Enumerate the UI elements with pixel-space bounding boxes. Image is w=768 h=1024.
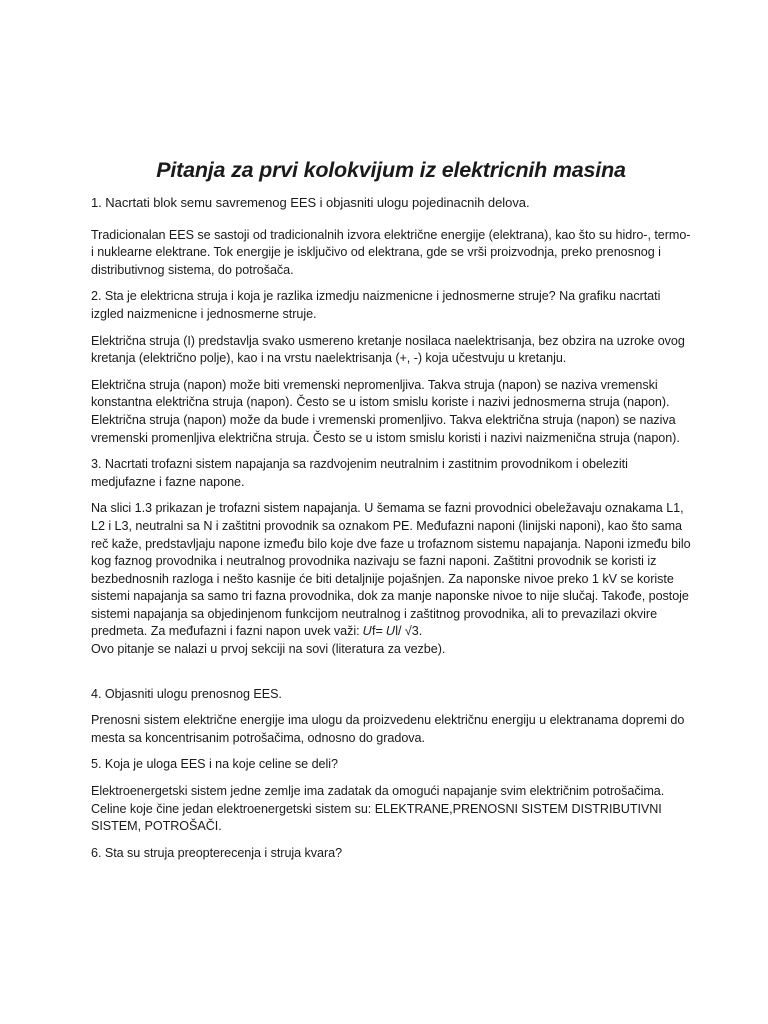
question-4: 4. Objasniti ulogu prenosnog EES. [91, 686, 282, 701]
question-1: 1. Nacrtati blok semu savremenog EES i objasniti ulogu pojedinacnih delova. [91, 195, 530, 210]
question-2: 2. Sta je elektricna struja i koja je razlika izmedju naizmenicne i jednosmerne struje? Na grafiku nacrtati izgled naizmenicne i jednosmerne struje. [91, 289, 661, 321]
question-3: 3. Nacrtati trofazni sistem napajanja sa razdvojenim neutralnim i zastitnim provodnikom i obeleziti medjufazne i fazne napone. [91, 457, 628, 489]
document-page [91, 158, 691, 871]
document-title: Pitanja za prvi kolokvijum iz elektricnih masina [156, 158, 626, 182]
answer-5: Elektroenergetski sistem jedne zemlje ima zadatak da omogući napajanje svim električnim potrošačima. Celine koje čine jedan elektroenergetski sistem su: ELEKTRANE,PRENOSNI SISTEM DISTRIBUTIVNI SISTEM, POTROŠAČI. [91, 784, 665, 834]
answer-2b: Električna struja (napon) može biti vremenski nepromenljiva. Takva struja (napon) se naziva vremenski konstantna električna struja (napon). Često se u istom smislu koriste i nazivi jednosmerna struja (napon). Električna struja (napon) može da bude i vremenski promenljivo. Takva električna struja (napon) se naziva vremenski promenljiva električna struja. Često se u istom smislu koristi i nazivi naizmenična struja (napon). [91, 377, 680, 445]
answer-1: Tradicionalan EES se sastoji od tradicionalnih izvora električne energije (elektrana), kao što su hidro-, termo- i nuklearne elektrane. Tok energije je isključivo od elektrana, gde se vrši proizvodnja, preko prenosnog i distributivnog sistema, do potrošača. [91, 227, 691, 277]
answer-3: Na slici 1.3 prikazan je trofazni sistem napajanja. U šemama se fazni provodnici obeležavaju oznakama L1, L2 i L3, neutralni sa N i zaštitni provodnik sa oznakom PE. Međufazni naponi (linijski naponi), kao što sama reč kaže, predstavljaju napone između bilo koje dve faze u trofaznom sistemu napajanja. Naponi između bilo kog faznog provodnika i neutralnog provodnika nazivaju se fazni naponi. Zaštitni provodnik se koristi iz bezbednosnih razloga i nešto kasnije će biti detaljnije pojašnjen. Za naponske nivoe preko 1 kV se koriste sistemi napajanja sa samo tri fazna provodnika, dok za manje naponske nivoe to nije slučaj. Takođe, postoje sistemi napajanja sa objedinjenom funkcijom neutralnog i zaštitnog provodnika, ali to prevazilazi okvire predmeta. Za međufazni i fazni napon uvek važi: 𝑈f= 𝑈l/ √3. Ovo pitanje se nalazi u prvoj sekciji na sovi (literatura za vezbe). [91, 501, 691, 657]
answer-2a: Električna struja (I) predstavlja svako usmereno kretanje nosilaca naelektrisanja, bez obzira na uzroke ovog kretanja (električno polje), kao i na vrstu naelektrisanja (+, -) koja učestvuju u kretanju. [91, 333, 685, 366]
answer-4: Prenosni sistem električne energije ima ulogu da proizvedenu električnu energiju u elektranama dopremi do mesta sa koncentrisanim potrošačima, odnosno do gradova. [91, 713, 685, 745]
section-spacer [91, 668, 691, 686]
question-5: 5. Koja je uloga EES i na koje celine se deli? [91, 757, 338, 772]
question-6: 6. Sta su struja preopterecenja i struja kvara? [91, 845, 343, 860]
